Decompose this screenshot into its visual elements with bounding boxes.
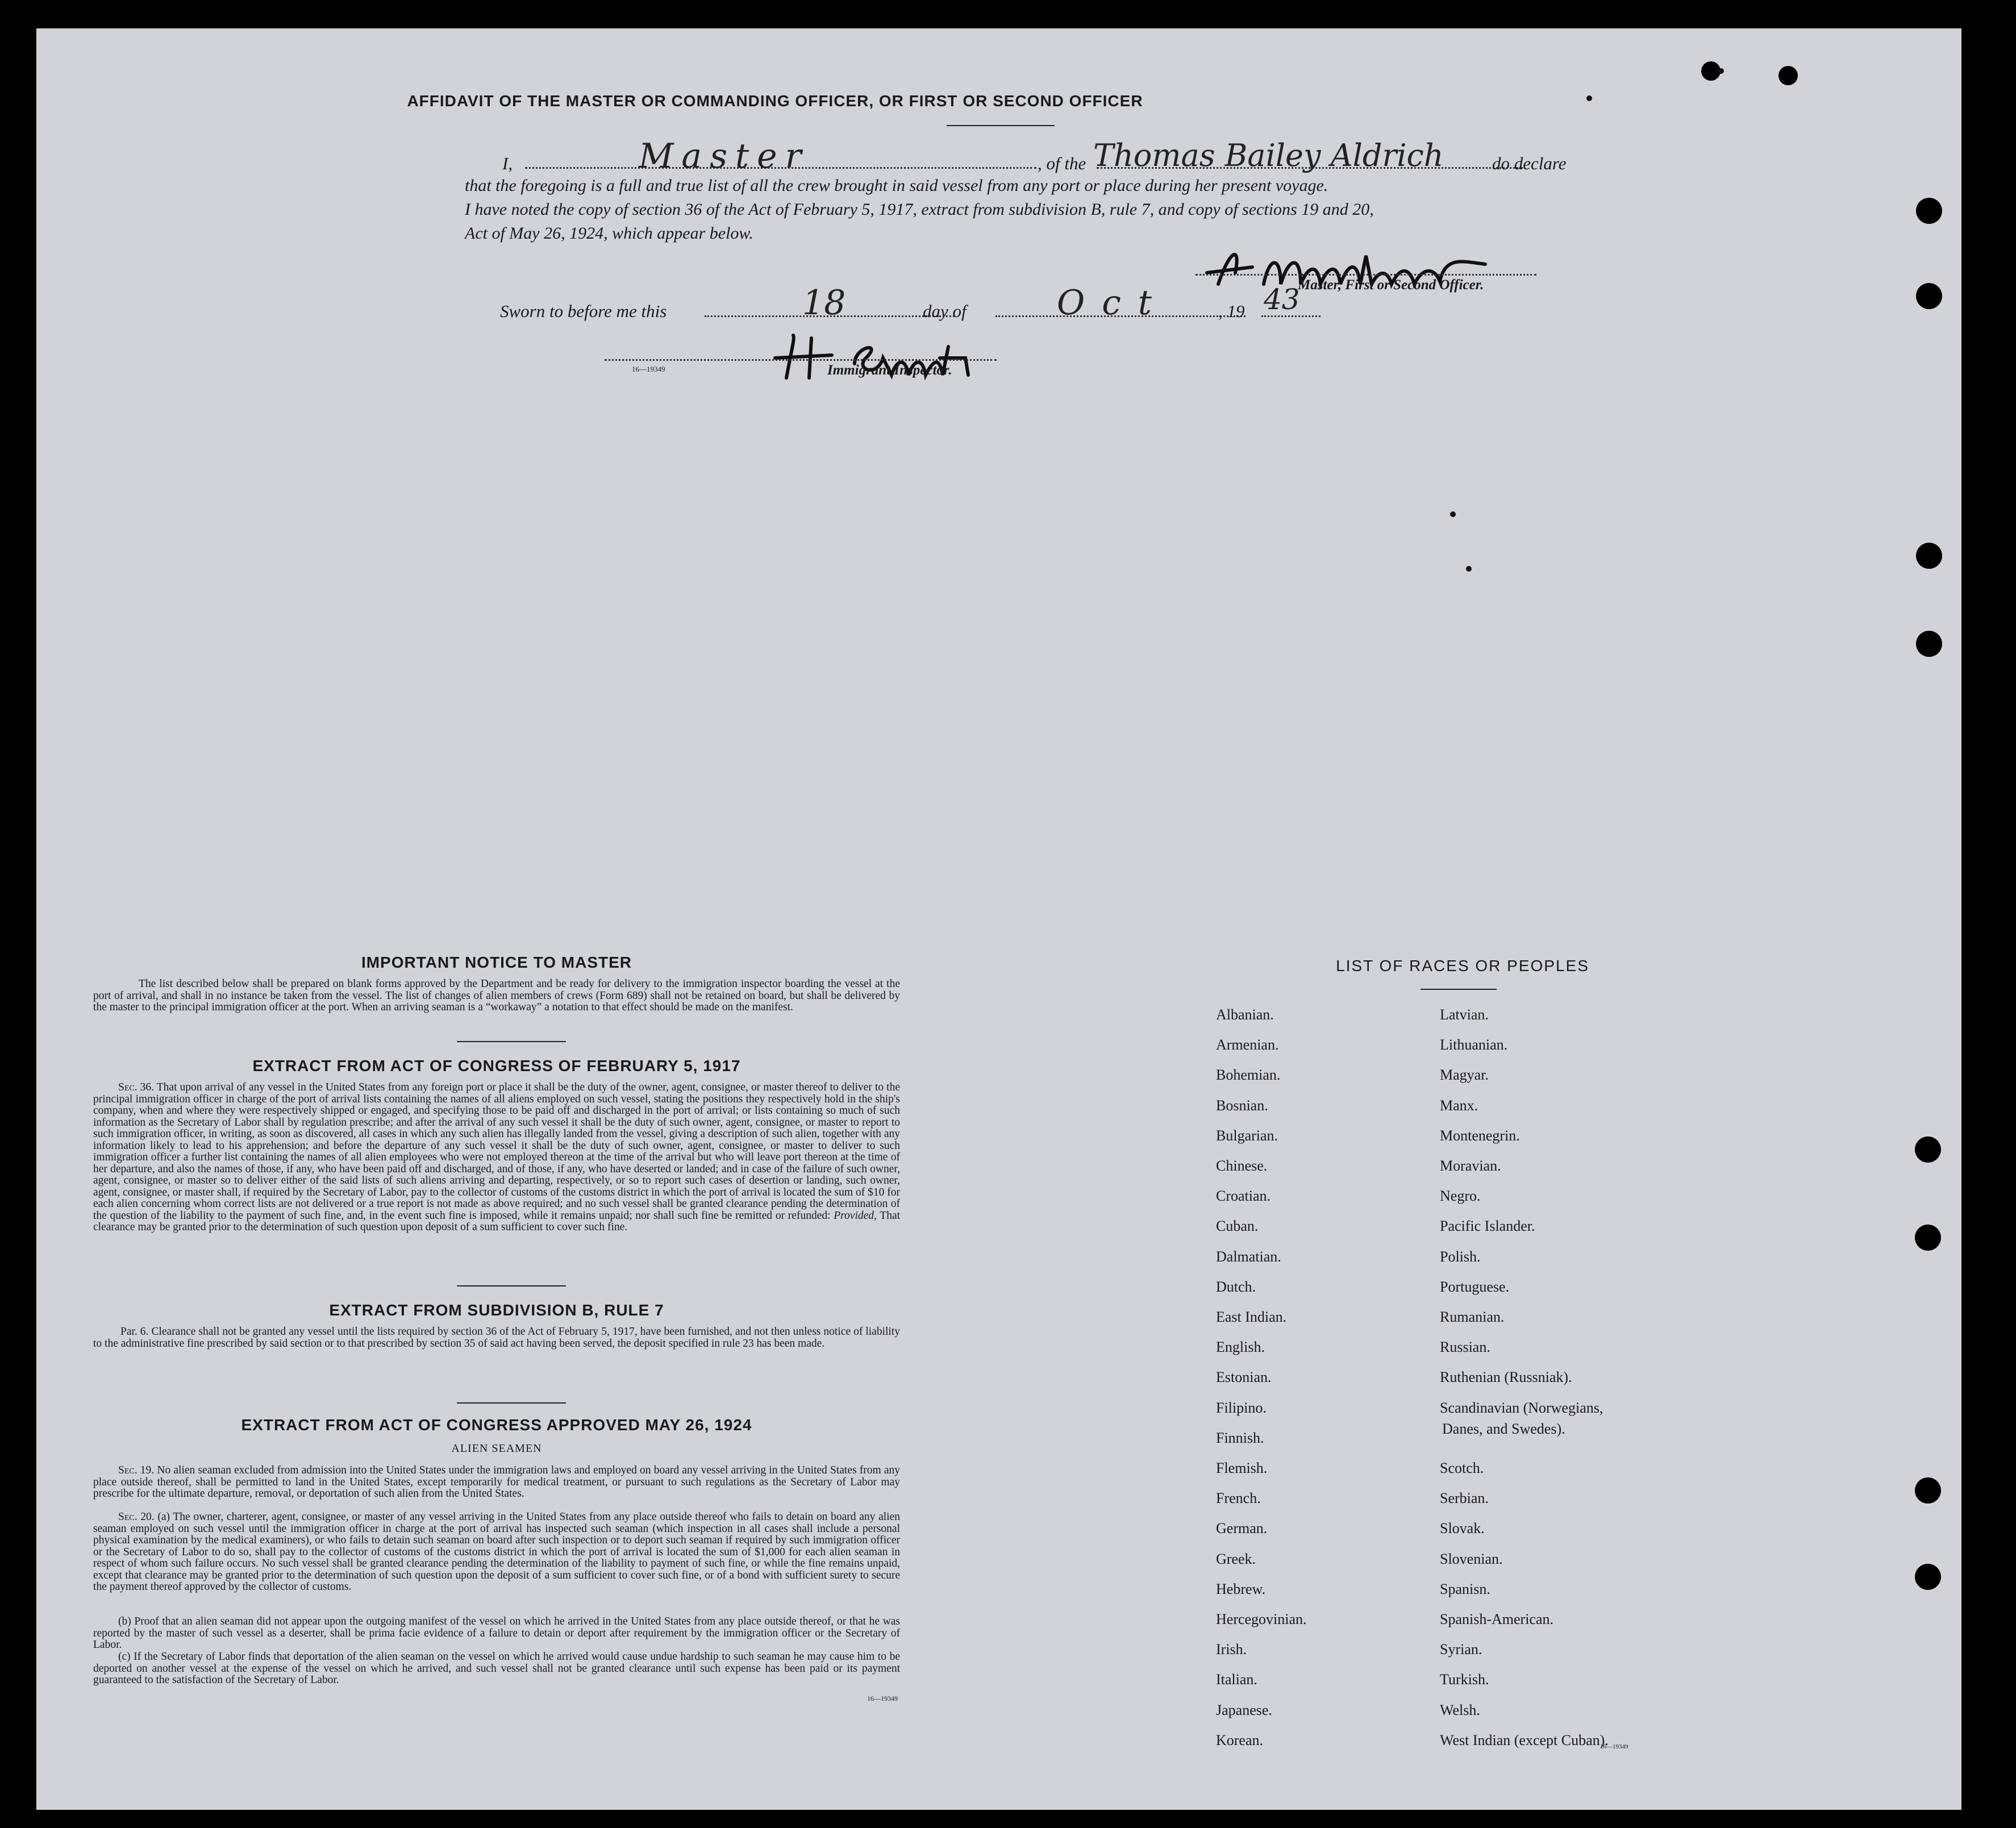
race-item: Turkish. (1440, 1671, 1489, 1688)
race-item: Dalmatian. (1216, 1248, 1281, 1265)
race-item: Scotch. (1440, 1460, 1484, 1476)
race-item: Armenian. (1216, 1036, 1279, 1054)
race-item: Italian. (1216, 1671, 1257, 1688)
divider (457, 1285, 566, 1286)
speck (1718, 68, 1724, 74)
race-item: French. (1216, 1490, 1261, 1507)
punch-hole (1915, 1477, 1941, 1504)
race-item: Greek. (1216, 1550, 1256, 1567)
handwritten-month: Oct (1057, 283, 1169, 323)
handwritten-year: 43 (1264, 283, 1300, 316)
alien-seamen-subtitle: ALIEN SEAMEN (451, 1442, 542, 1455)
affidavit-line-2: that the foregoing is a full and true list of all the crew brought in said vessel from any port or place during her present voyage. (465, 176, 1328, 195)
race-item: West Indian (except Cuban). (1440, 1731, 1609, 1748)
subdivision-text: Par. 6. Clearance shall not be granted any vessel until the lists required by section 36 of the Act of February 5, 1917, have been furnished, and not then unless notice of liability to the administrative fine prescribed by said section or to that prescribed by section 35 of said act having been served, the deposit specified in rule 23 has been made. (93, 1326, 900, 1350)
form-number: 16—19349 (632, 365, 665, 373)
race-item: Negro. (1440, 1188, 1481, 1205)
race-item: Welsh. (1440, 1701, 1480, 1718)
race-item: Lithuanian. (1440, 1036, 1508, 1054)
race-item: Syrian. (1440, 1641, 1482, 1658)
sworn-label: Sworn to before me this (500, 301, 667, 321)
handwritten-vessel: Thomas Bailey Aldrich (1093, 138, 1444, 173)
punch-hole (1915, 1136, 1941, 1163)
form-number: 16—19349 (867, 1694, 898, 1702)
punch-hole (1916, 283, 1942, 309)
race-item: East Indian. (1216, 1309, 1287, 1325)
punch-hole (1916, 631, 1942, 657)
sec-36-label: Sec. 36. (118, 1081, 155, 1093)
race-item: Hebrew. (1216, 1580, 1266, 1597)
race-item: Albanian. (1216, 1006, 1274, 1023)
race-item: Chinese. (1216, 1157, 1268, 1174)
document-page (36, 28, 1961, 1810)
race-item: Manx. (1440, 1097, 1478, 1114)
race-item: English. (1216, 1339, 1265, 1356)
punch-hole (1915, 1564, 1941, 1590)
race-item-continuation: Danes, and Swedes). (1442, 1421, 1565, 1437)
handwritten-day: 18 (802, 283, 846, 323)
extract-1924-title: EXTRACT FROM ACT OF CONGRESS APPROVED MAY 26, 1924 (241, 1416, 752, 1434)
race-item: Filipino. (1216, 1399, 1267, 1416)
divider (1421, 989, 1497, 990)
inspector-line (605, 359, 997, 361)
affidavit-line-3: I have noted the copy of section 36 of the Act of February 5, 1917, extract from subdivision B, rule 7, and copy of sections 19 and 20, (465, 200, 1374, 219)
race-item: Estonian. (1216, 1369, 1272, 1386)
extract-1917-title: EXTRACT FROM ACT OF CONGRESS OF FEBRUARY 5, 1917 (252, 1057, 741, 1075)
race-item: Finnish. (1216, 1429, 1264, 1446)
race-item: Pacific Islander. (1440, 1218, 1535, 1235)
of-the-label: , of the (1038, 153, 1086, 173)
race-item: Montenegrin. (1440, 1127, 1520, 1144)
signature-line (1196, 274, 1536, 276)
race-item: Bosnian. (1216, 1097, 1268, 1114)
signer-caption: Master, First or Second Officer. (1298, 277, 1484, 293)
inspector-caption: Immigrant Inspector. (827, 363, 952, 378)
affidavit-title: AFFIDAVIT OF THE MASTER OR COMMANDING OFFICER, OR FIRST OR SECOND OFFICER (407, 92, 1143, 110)
punch-hole (1701, 61, 1721, 81)
day-of-label: day of (923, 301, 967, 321)
handwritten-rank: Master (639, 136, 810, 176)
sec-19-text: Sec. 19. No alien seaman excluded from admission into the United States under the immigration laws and employed on board any vessel arriving in the United States from any place outside thereof, shall be permitted to land in the United States, except temporarily for medical treatment, or pursuant to such regulations as the Secretary of Labor may prescribe for the ultimate departure, removal, or deportation of such alien from the United States. (93, 1464, 900, 1500)
race-item: Bulgarian. (1216, 1127, 1278, 1144)
sec-20a-text: Sec. 20. (a) The owner, charterer, agent, consignee, or master of any vessel arriving in the United States from any place outside thereof who fails to detain on board any alien seaman employed on such vessel until the immigration officer in charge at the port of arrival has inspected such seaman (which inspection in all cases shall include a personal physical examination by the medical examiners), or who fails to detain such seaman on board after such inspection or to deport such seaman if required by such immigration officer or the Secretary of Labor to do so, shall pay to the collector of customs of the customs district in which the port of arrival is located the sum of $1,000 for each alien seaman in respect of whom such failure occurs. No such vessel shall be granted clearance pending the determination of the liability to payment of such fine, or while the fine remains unpaid, except that clearance may be granted prior to the determination of such question upon the deposit of a sum sufficient to cover such fine, or of a bond with sufficient surety to secure the payment thereof approved by the collector of customs. (93, 1511, 900, 1593)
speck (1586, 95, 1592, 101)
divider (457, 1402, 566, 1404)
race-item: German. (1216, 1520, 1268, 1537)
divider (457, 1041, 566, 1042)
speck (1450, 511, 1456, 517)
race-item: Magyar. (1440, 1067, 1489, 1084)
race-item: Ruthenian (Russniak). (1440, 1369, 1572, 1386)
race-item: Japanese. (1216, 1701, 1272, 1718)
race-item: Hercegovinian. (1216, 1611, 1307, 1627)
race-item: Scandinavian (Norwegians, (1440, 1399, 1603, 1416)
race-item: Spanisn. (1440, 1580, 1490, 1597)
year-prefix: , 19 (1218, 301, 1245, 321)
race-item: Polish. (1440, 1248, 1481, 1265)
race-item: Moravian. (1440, 1157, 1501, 1174)
affidavit-line-4: Act of May 26, 1924, which appear below. (465, 224, 753, 243)
race-item: Latvian. (1440, 1006, 1489, 1023)
race-item: Slovenian. (1440, 1550, 1503, 1567)
speck (1466, 566, 1472, 572)
punch-hole (1778, 66, 1798, 85)
punch-hole (1916, 543, 1942, 569)
notice-title: IMPORTANT NOTICE TO MASTER (361, 953, 632, 971)
race-item: Slovak. (1440, 1520, 1485, 1537)
i-label: I, (502, 153, 513, 173)
race-item: Portuguese. (1440, 1278, 1510, 1295)
notice-text: The list described below shall be prepared on blank forms approved by the Department and be ready for delivery to the immigration inspector boarding the vessel at the port of arrival, and shall in no instance be taken from the vessel. The list of changes of alien members of crews (Form 689) shall not be retained on board, but shall be delivered by the master to the principal immigration officer at the port. When an arriving seaman is a “workaway” a notation to that effect should be made on the manifest. (93, 978, 900, 1013)
sec-20b-text: (b) Proof that an alien seaman did not appear upon the outgoing manifest of the vessel on which he arrived in the United States from any place outside thereof, or that he was reported by the master of such vessel as a deserter, shall be prima facie evidence of a failure to detain or deport after requirement by the immigration officer or the Secretary of Labor. (93, 1615, 900, 1651)
sec-20c-text: (c) If the Secretary of Labor finds that deportation of the alien seaman on the vessel on which he arrived would cause undue hardship to such seaman he may cause him to be deported on another vessel at the expense of the vessel on which he arrived, and such vessel shall not be granted clearance until such expense has been paid or its payment guaranteed to the satisfaction of the Secretary of Labor. (93, 1651, 900, 1686)
race-item: Bohemian. (1216, 1067, 1281, 1084)
form-number: 16—19349 (1600, 1743, 1628, 1750)
race-item: Flemish. (1216, 1460, 1268, 1476)
title-divider (947, 125, 1055, 126)
race-item: Croatian. (1216, 1188, 1271, 1205)
race-item: Dutch. (1216, 1278, 1256, 1295)
race-item: Spanish-American. (1440, 1611, 1554, 1627)
punch-hole (1916, 198, 1942, 224)
punch-hole (1915, 1225, 1941, 1251)
extract-1917-text: Sec. 36. That upon arrival of any vessel in the United States from any foreign port or place it shall be the duty of the owner, agent, consignee, or master thereof to deliver to the principal immigration officer in charge of the port of arrival lists containing the names of all aliens employed on such vessel, stating the positions they respectively hold in the ship's company, when and where they were respectively shipped or engaged, and specifying those to be paid off and discharged in the port of arrival; or lists containing so much of such information as the Secretary of Labor shall by regulation prescribe; and after the arrival of any such vessel it shall be the duty of such owner, agent, consignee, or master to report to such immigration officer, in writing, as soon as discovered, all cases in which any such alien has illegally landed from the vessel, giving a description of such alien, together with any information likely to lead to his apprehension; and before the departure of any such vessel it shall be the duty of such owner, agent, consignee, or master to deliver to such immigration officer a further list containing the names of all alien employees who were not employed thereon at the time of the arrival but who will leave port thereon at the time of her departure, and also the names of those, if any, who have been paid off and discharged, and of those, if any, who have deserted or landed; and in case of the failure of such owner, agent, consignee, or master so to deliver either of the said lists of such aliens arriving and departing, respectively, or so to report such cases of desertion or landing, such owner, agent, consignee, or master shall, if required by the Secretary of Labor, pay to the collector of customs of the customs district in which the port of arrival is located the sum of $10 for each alien concerning whom correct lists are not delivered or a true report is not made as above required; and no such vessel shall be granted clearance pending the determination of the question of the liability to the payment of such fine, and, in the event such fine is imposed, while it remains unpaid; nor shall such fine be remitted or refunded: Provided, That clearance may be granted prior to the determination of such question upon deposit of a sum sufficient to cover such fine. (93, 1081, 901, 1233)
race-item: Rumanian. (1440, 1309, 1505, 1325)
race-item: Russian. (1440, 1339, 1490, 1356)
do-declare-label: do declare (1492, 153, 1567, 173)
race-item: Korean. (1216, 1731, 1264, 1748)
race-item: Serbian. (1440, 1490, 1489, 1507)
race-item: Irish. (1216, 1641, 1247, 1658)
subdivision-title: EXTRACT FROM SUBDIVISION B, RULE 7 (329, 1301, 664, 1319)
races-title: LIST OF RACES OR PEOPLES (1336, 957, 1589, 975)
race-item: Cuban. (1216, 1218, 1259, 1235)
